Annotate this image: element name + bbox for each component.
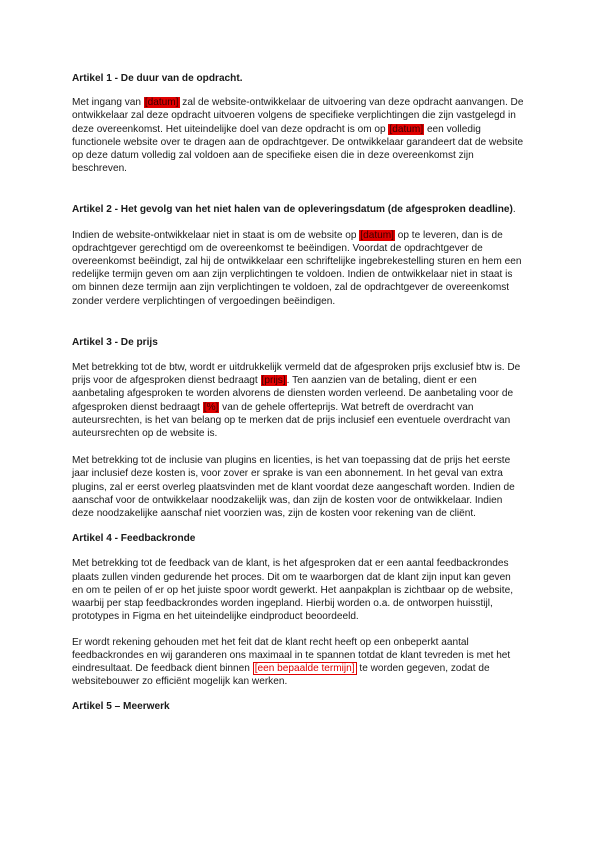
- article-4-title: Artikel 4 - Feedbackronde: [72, 533, 196, 545]
- article-3-paragraph-1: [72, 361, 524, 440]
- text-run: een volledig functionele website over te dragen aan de opdrachtgever. De ontwikkelaar garandeert dat de website op deze datum volledig zal voldoen aan de specifieke eisen die in deze overeenkomst zijn beschreven.: [72, 123, 524, 175]
- article-2-title-suffix: .: [512, 204, 516, 216]
- article-1-paragraph-1: [72, 96, 524, 175]
- document-page: [72, 72, 524, 714]
- placeholder-highlight: [datum]: [144, 97, 179, 109]
- text-run: zal de website-ontwikkelaar de uitvoering van deze opdracht aanvangen. De ontwikkelaar zal deze opdracht uitvoeren volgens de specifieke verplichtingen die zijn vastgelegd in deze overeenkomst. Het uiteindelijke doel van deze opdracht is om op: [72, 97, 524, 135]
- text-run: Met betrekking tot de feedback van de klant, is het afgesproken dat er een aantal feedbackrondes plaats zullen vinden gedurende het proces. Dit om te waarborgen dat de klant zijn input kan geven en om te peilen of er op het juiste spoor wordt gewerkt. Het aanpakplan is zichtbaar op de website, waarbij per stap feedbackrondes worden ingepland. Hierbij worden o.a. de ontworpen huisstijl, prototypes in Figma en het uiteindelijke eindproduct beoordeeld.: [72, 558, 514, 623]
- article-3-paragraph-2: [72, 454, 524, 520]
- placeholder-highlight: [prijs]: [261, 375, 286, 387]
- article-2-title-text: Artikel 2 - Het gevolg van het niet halen van de opleveringsdatum (de afgesproken deadline): [72, 204, 513, 216]
- text-run: Met betrekking tot de inclusie van plugins en licenties, is het van toepassing dat de prijs het eerste jaar inclusief deze kosten is, voor zover er sprake is van een abonnement. In het geval van extra plugins, zal er eerst overleg plaatsvinden met de klant voordat deze aangeschaft worden. Indien de aanschaf voor de ontwikkelaar noodzakelijk was, dan zijn de kosten voor de ontwikkelaar. Indien deze noodzakelijke aanschaf niet voorzien was, zijn de kosten voor rekening van de cliënt.: [72, 455, 515, 520]
- text-run: Met ingang van: [72, 97, 144, 109]
- article-5-title: Artikel 5 – Meerwerk: [72, 701, 170, 713]
- text-run: . Ten aanzien van de betaling, dient er een aanbetaling afgesproken te worden alvorens de diensten worden verleend. De aanbetaling voor de afgesproken dienst bedraagt: [72, 375, 514, 413]
- article-4-paragraph-1: [72, 557, 524, 623]
- text-run: van de gehele offerteprijs. Wat betreft de overdracht van auteursrechten, is het van belang op te merken dat de prijs inclusief een eventuele overdracht van auteursrechten op de website is.: [72, 401, 511, 440]
- text-run: Er wordt rekening gehouden met het feit dat de klant recht heeft op een onbeperkt aantal feedbackrondes en wij garanderen ons maximaal in te spannen totdat de klant tevreden is met het eindresultaat. De feedback dient binnen: [72, 636, 511, 674]
- text-run: te worden gegeven, zodat de websitebouwer zo efficiënt mogelijk kan werken.: [72, 662, 490, 688]
- article-4-paragraph-2: [72, 636, 524, 689]
- article-3-title: Artikel 3 - De prijs: [72, 336, 158, 348]
- text-run: op te leveren, dan is de opdrachtgever gerechtigd om de overeenkomst te beëindigen. Voordat de opdrachtgever de overeenkomst beëindigt, zal hij de ontwikkelaar een schriftelijke ingebrekestelling sturen en hem een redelijke termijn geven om aan zijn verplichtingen te voldoen. Indien de ontwikkelaar niet in staat is om binnen deze termijn aan zijn verplichtingen te voldoen, zal de opdrachtgever de overeenkomst zonder verdere verplichtingen of vergoedingen beëindigen.: [72, 229, 522, 307]
- placeholder-highlight: [%]: [203, 401, 219, 413]
- article-2-title: [72, 203, 524, 216]
- placeholder-highlight: [datum]: [360, 229, 394, 241]
- placeholder-highlight: [datum]: [389, 123, 424, 135]
- article-1-title: Artikel 1 - De duur van de opdracht.: [72, 73, 243, 84]
- text-run: Met betrekking tot de btw, wordt er uitdrukkelijk vermeld dat de afgesproken prijs exclusief btw is. De prijs voor de afgesproken dienst bedraagt: [72, 362, 521, 387]
- placeholder-boxed: [een bepaalde termijn]: [254, 662, 355, 674]
- text-run: Indien de website-ontwikkelaar niet in staat is om de website op: [72, 229, 360, 241]
- article-2-paragraph-1: [72, 229, 524, 308]
